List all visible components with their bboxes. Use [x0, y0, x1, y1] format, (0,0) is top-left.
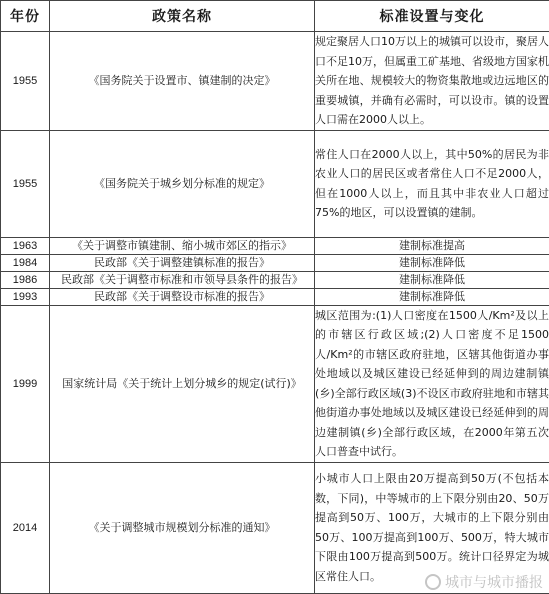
row-policy-name: 民政部《关于调整设市标准的报告》: [50, 288, 315, 305]
header-standard: 标准设置与变化: [315, 1, 549, 32]
row-year: 1993: [1, 288, 50, 305]
row-year: 1955: [1, 32, 50, 131]
row-standard: 建制标准提高: [315, 237, 549, 254]
table-row: [1, 254, 549, 271]
row-policy-name: 《关于调整市镇建制、缩小城市郊区的指示》: [50, 237, 315, 254]
row-standard: 建制标准降低: [315, 271, 549, 288]
row-policy-name: 《关于调整城市规模划分标准的通知》: [50, 462, 315, 593]
watermark-text: 城市与城市播报: [445, 575, 543, 591]
circle-logo-icon: [425, 574, 441, 590]
row-policy-name: 《国务院关于设置市、镇建制的决定》: [50, 32, 315, 131]
row-standard: 小城市人口上限由20万提高到50万(不包括本数，下同)，中等城市的上下限分别由20、50万提高到50万、100万，大城市的上下限分别由50万、100万提高到100万、500万，特大城市下限由100万提高到500万。统计口径界定为城区常住人口。: [315, 462, 549, 593]
header-row: [1, 1, 549, 32]
table-row: [1, 288, 549, 305]
row-standard: 规定聚居人口10万以上的城镇可以设市，聚居人口不足10万，但属重工矿基地、省级地方国家机关所在地、规模较大的物资集散地或边远地区的重要城镇，并确有必需时，可以设市。镇的设置人口需在2000人以上。: [315, 32, 549, 131]
row-year: 1963: [1, 237, 50, 254]
row-standard: 建制标准降低: [315, 288, 549, 305]
row-standard: 常住人口在2000人以上，其中50%的居民为非农业人口的居民区或者常住人口不足2000人，但在1000人以上，而且其中非农业人口超过75%的地区，可以设置镇的建制。: [315, 130, 549, 237]
table-row: [1, 130, 549, 237]
row-policy-name: 民政部《关于调整建镇标准的报告》: [50, 254, 315, 271]
table-row: [1, 237, 549, 254]
row-policy-name: 民政部《关于调整市标准和市领导县条件的报告》: [50, 271, 315, 288]
header-policy-name: 政策名称: [50, 1, 315, 32]
row-policy-name: 《国务院关于城乡划分标准的规定》: [50, 130, 315, 237]
row-standard: 城区范围为:(1)人口密度在1500人/Km²及以上的市辖区行政区域;(2)人口密度不足1500人/Km²的市辖区政府驻地，区辖其他街道办事处地域以及城区建设已经延伸到的周边建制镇(乡)全部行政区域(3)不设区市政府驻地和市辖其他街道办事处地域以及城区建设已经延伸到的周边建制镇(乡)全部行政区域，在2000年第五次人口普查中试行。: [315, 305, 549, 462]
row-year: 1986: [1, 271, 50, 288]
row-standard: 建制标准降低: [315, 254, 549, 271]
row-year: 2014: [1, 462, 50, 593]
row-policy-name: 国家统计局《关于统计上划分城乡的规定(试行)》: [50, 305, 315, 462]
table-row: [1, 32, 549, 131]
header-year: 年份: [1, 1, 50, 32]
row-year: 1984: [1, 254, 50, 271]
row-year: 1999: [1, 305, 50, 462]
row-year: 1955: [1, 130, 50, 237]
watermark: [425, 572, 543, 592]
table-row: [1, 305, 549, 462]
table-row: [1, 271, 549, 288]
